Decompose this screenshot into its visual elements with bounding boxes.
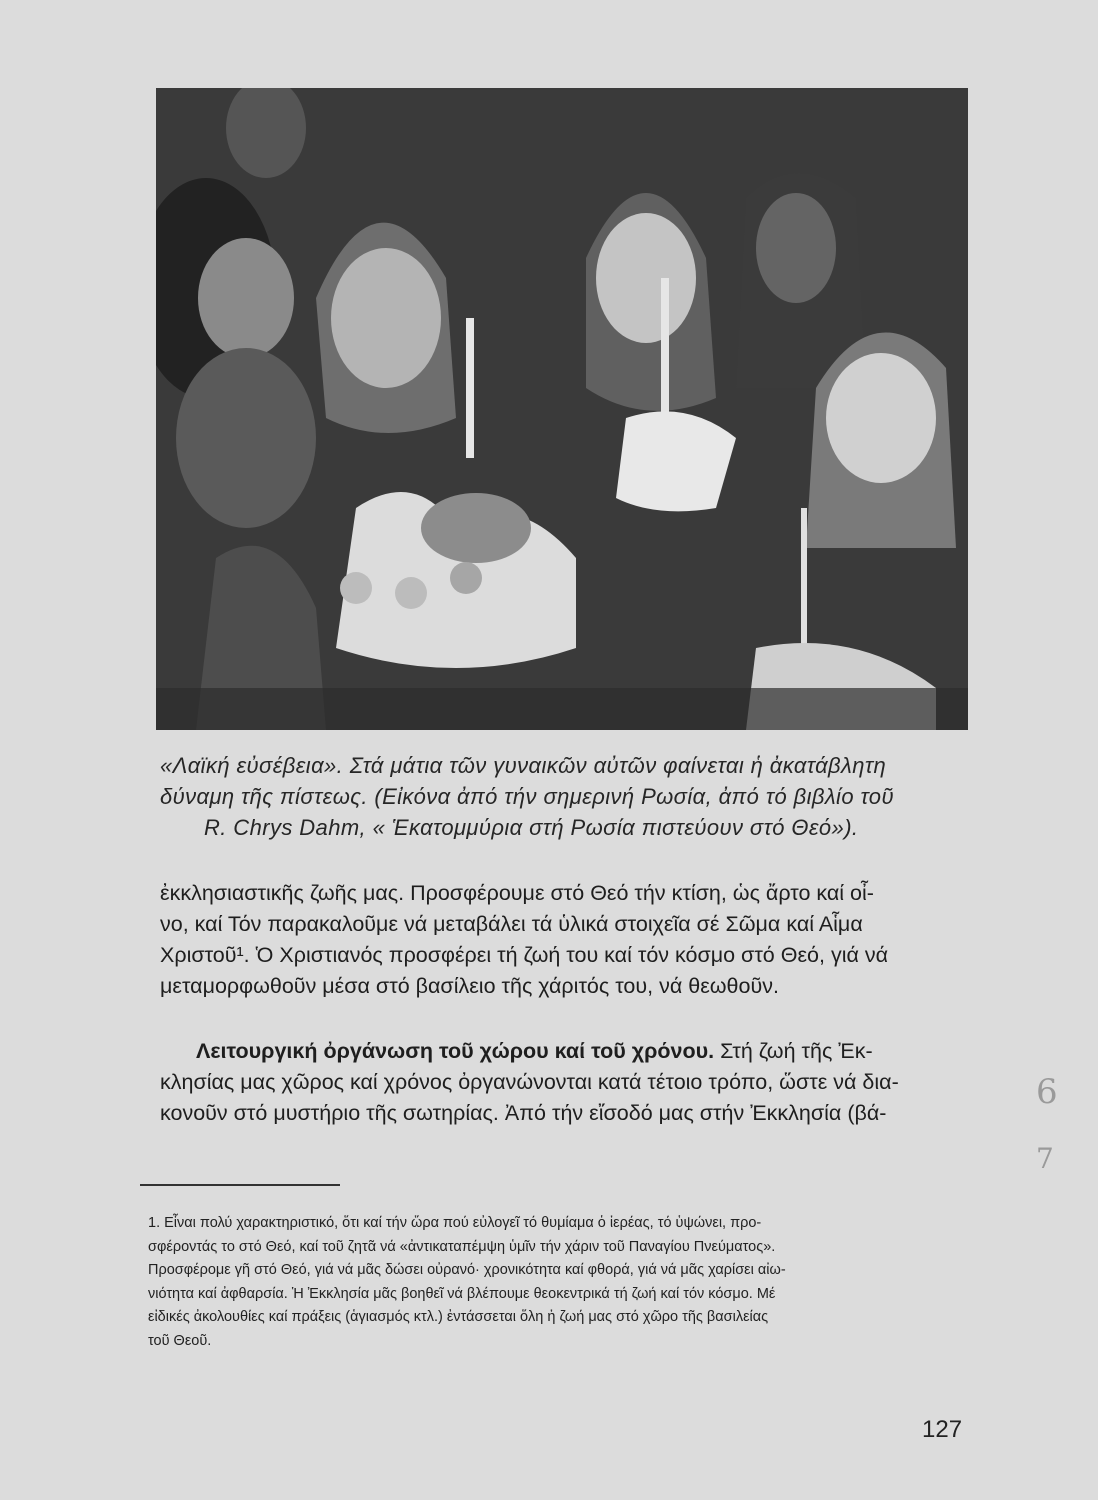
caption-line: δύναμη τῆς πίστεως. (Εἰκόνα ἀπό τήν σημερινή Ρωσία, ἀπό τό βιβλίο τοῦ (160, 784, 894, 809)
caption-line: «Λαϊκή εὐσέβεια». Στά μάτια τῶν γυναικῶν αὐτῶν φαίνεται ἡ ἀκατάβλητη (160, 753, 887, 778)
photograph-women-with-candles (156, 88, 968, 730)
margin-mark: 6 (1036, 1072, 1058, 1112)
footnote (148, 1212, 968, 1353)
text-line (160, 1036, 960, 1067)
margin-mark: 7 (1036, 1142, 1054, 1175)
footnote-line: νιότητα καί ἀφθαρσία. Ἡ Ἐκκλησία μᾶς βοηθεῖ νά βλέπουμε θεοκεντρικά τή ζωή καί τόν κόσμο. Μέ (148, 1285, 776, 1302)
footnote-separator (140, 1184, 340, 1186)
text-line: νο, καί Τόν παρακαλοῦμε νά μεταβάλει τά ὑλικά στοιχεῖα σέ Σῶμα καί Αἷμα (160, 912, 863, 936)
paragraph-gap (160, 1002, 960, 1036)
footnote-line: τοῦ Θεοῦ. (148, 1332, 212, 1349)
footnote-line: Προσφέρομε γῆ στό Θεό, γιά νά μᾶς δώσει οὐρανό· χρονικότητα καί φθορά, γιά νά μᾶς χαρίσει αἰω- (148, 1262, 786, 1278)
photo-caption (160, 750, 950, 843)
page-number: 127 (922, 1416, 963, 1443)
heading-continuation: Στή ζωή τῆς Ἐκ- (714, 1039, 873, 1063)
section-heading: Λειτουργική ὀργάνωση τοῦ χώρου καί τοῦ χρόνου. (196, 1039, 715, 1063)
text-line: κονοῦν στό μυστήριο τῆς σωτηρίας. Ἀπό τήν εἴσοδό μας στήν Ἐκκλησία (βά- (160, 1101, 887, 1125)
caption-line: R. Chrys Dahm, « Ἑκατομμύρια στή Ρωσία πιστεύουν στό Θεό»). (204, 815, 859, 840)
text-line: κλησίας μας χῶρος καί χρόνος ὀργανώνονται κατά τέτοιο τρόπο, ὥστε νά δια- (160, 1070, 899, 1094)
photograph-icon (156, 88, 968, 730)
text-line: Χριστοῦ¹. Ὁ Χριστιανός προσφέρει τή ζωή του καί τόν κόσμο στό Θεό, γιά νά (160, 943, 889, 967)
text-line: ἐκκλησιαστικῆς ζωῆς μας. Προσφέρουμε στό Θεό τήν κτίση, ὡς ἄρτο καί οἶ- (160, 881, 874, 905)
footnote-line: σφέροντάς το στό Θεό, καί τοῦ ζητᾶ νά «ἀντικαταπέμψη ὑμῖν τήν χάριν τοῦ Παναγίου Πνεύματος». (148, 1238, 776, 1255)
text-line: μεταμορφωθοῦν μέσα στό βασίλειο τῆς χάριτός του, νά θεωθοῦν. (160, 974, 779, 998)
footnote-line: 1. Εἶναι πολύ χαρακτηριστικό, ὅτι καί τήν ὥρα πού εὐλογεῖ τό θυμίαμα ὁ ἱερέας, τό ὑψώνει, προ- (148, 1215, 762, 1231)
body-text (160, 878, 960, 1129)
footnote-line: εἰδικές ἀκολουθίες καί πράξεις (ἁγιασμός κτλ.) ἐντάσσεται ὅλη ἡ ζωή μας στό χῶρο τῆς βασιλείας (148, 1309, 769, 1325)
margin-marks (1012, 1042, 1072, 1192)
